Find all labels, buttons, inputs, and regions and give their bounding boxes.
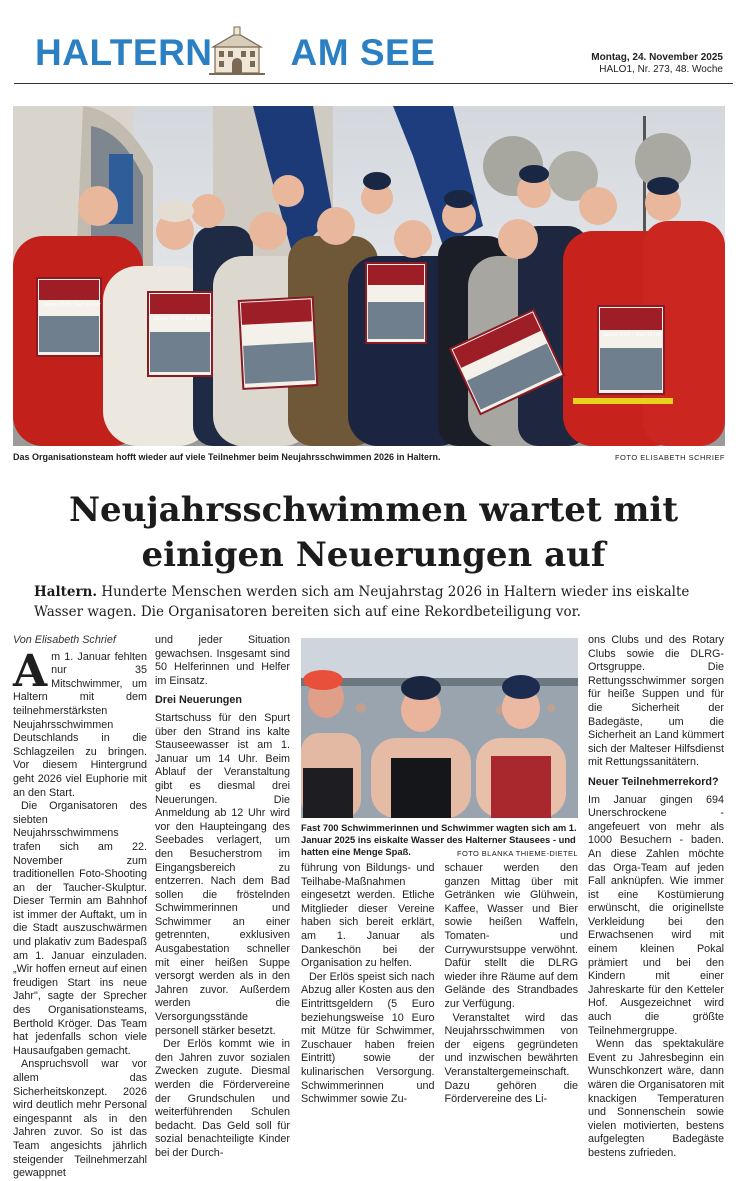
masthead-divider	[14, 83, 733, 84]
column-3b	[445, 862, 579, 1107]
headline-line-2: einigen Neuerungen auf	[141, 535, 606, 575]
swimmers-photo	[301, 638, 578, 818]
paragraph: Veranstaltet wird das Neujahrsschwimmen von der eigens gegründeten und inzwischen bewährten Veranstaltergemeinschaft. Dazu gehören die Fördervereine des Li-	[444, 1011, 578, 1106]
paragraph: Anspruchsvoll war vor allem das Sicherheitskonzept. 2026 wird deutlich mehr Personal eingespannt als in den Jahren zuvor. So ist das Team angesichts jährlich steigender Teilnehmerzahl gewappnet	[13, 1058, 147, 1180]
issue-edition: HALO1, Nr. 273, 48. Woche	[599, 64, 723, 75]
top-photo-caption: Das Organisationsteam hofft wieder auf viele Teilnehmer beim Neujahrsschwimmen 2026 in Haltern.	[13, 452, 441, 462]
paragraph: Im Januar gingen 694 Unerschrockene - angefeuert von mehr als 1000 Besuchern - baden. An diese Zahlen möchte das Orga-Team auf jeden Fall anknüpfen. Wie immer ist eine Kostümierung erwünscht, die originellste Verkleidung bei den Erwachsenen wird mit einem kleinen Pokal prämiert und bei den Kindern mit einer Jahreskarte für den Ketteler Hof. Ausgezeichnet wird auch die größte Teilnehmergruppe.	[588, 793, 724, 1037]
paragraph	[13, 645, 147, 801]
paragraph: und jeder Situation gewachsen. Insgesamt sind 50 Helferinnen und Helfer im Einsatz.	[155, 634, 290, 687]
title-part-am-see: AM SEE	[290, 32, 436, 73]
article-column-1	[13, 634, 147, 1181]
swimmers-photo-caption	[301, 822, 578, 860]
paragraph: Die Organisatoren des siebten Neujahrsschwimmens trafen sich am 22. November zum traditionellen Foto-Shooting an der Taucher-Skulptur. Dieser Termin am Bahnhof ist immer der Auftakt, um in die Stadt auszuschwärmen und plakativ zum Badespaß am 1. Januar einzuladen. „Wir hoffen erneut auf einen freudigen Start ins neue Jahr", sagte der Sprecher des Organisationsteams, Berthold Kröger. Das Team hat jedenfalls schon viele Hausaufgaben gemacht.	[13, 800, 147, 1057]
column-3a	[301, 862, 435, 1107]
article-headline	[0, 488, 747, 578]
paragraph-text: m 1. Januar fehlten nur 35 Mitschwimmer, um Haltern mit dem teilnehmerstärksten Neujahrsschwimmen Deutschlands in die Schlagzeilen zu bringen. Vor diesem Hintergrund geht 2026 viel Euphorie mit an den Start.	[13, 650, 147, 799]
top-photo-credit: FOTO ELISABETH SCHRIEF	[614, 453, 725, 462]
byline: Von Elisabeth Schrief	[13, 634, 116, 646]
article-column-4	[588, 634, 724, 1161]
lead-place: Haltern.	[34, 584, 98, 600]
paragraph: Der Erlös kommt wie in den Jahren zuvor sozialen Zwecken zugute. Diesmal werden die Fördervereine der Grundschulen und weiterführenden Schulen bedacht. Das Geld soll für sozial benachteiligte Kinder bei der Durch-	[155, 1038, 290, 1159]
group-photo	[13, 106, 725, 446]
paragraph: Der Erlös speist sich nach Abzug aller Kosten aus den Eintrittsgeldern (5 Euro beziehungsweise 10 Euro mit Mütze für Schwimmer, Zuschauer haben freien Eintritt) sowie der kulinarischen Versorgung. Schwimmerinnen und Schwimmer sowie Zu-	[301, 970, 435, 1106]
paragraph: ons Clubs und des Rotary Clubs sowie die DLRG-Ortsgruppe. Die Rettungsschwimmer sorgen für heiße Suppen und für die Sicherheit der Badegäste, um die Sicherheit an Land kümmert sich der Malteser Hilfsdienst mit Rettungssanitätern.	[588, 634, 724, 769]
article-lead	[34, 582, 724, 622]
article-column-3	[301, 862, 578, 1107]
issue-info	[591, 52, 723, 76]
paragraph: schauer werden den ganzen Mittag über mit Getränken wie Glühwein, Kaffee, Wasser und Bier sowie heißen Waffeln, Tomaten- und Currywurstsuppe verwöhnt. Dafür stellt die DLRG wieder ihre Räume auf dem Gelände des Strandbades zur Verfügung.	[444, 862, 578, 1010]
town-hall-logo-icon	[207, 26, 267, 76]
article-column-2	[155, 634, 290, 1161]
poster-text-3: Januar 2026 | Start 14 Uhr	[603, 332, 662, 338]
headline-line-1: Neujahrsschwimmen wartet mit	[68, 490, 679, 530]
issue-date: Montag, 24. November 2025	[591, 52, 723, 63]
subheading-teilnehmerrekord: Neuer Teilnehmerrekord?	[588, 775, 719, 788]
swimmers-caption-text: Fast 700 Schwimmerinnen und Schwimmer wagten sich am 1. Januar 2025 ins eiskalte Wasser des Halterner Stausees - und hatten eine Menge Spaß.	[301, 822, 577, 857]
paragraph: Wenn das spektakuläre Event zu Jahresbeginn ein Wunschkonzert wäre, dann wären die Organisatoren mit knackigen Temperaturen und Sonnenschein sowie vielen motivierten, bestens aufgelegten Badegäste bestens zufrieden.	[588, 1038, 724, 1159]
group-photo-illustration	[13, 106, 725, 446]
top-photo-caption-row	[13, 452, 725, 462]
masthead	[0, 0, 747, 84]
paragraph: führung von Bildungs- und Teilhabe-Maßnahmen eingesetzt werden. Etliche Mitglieder dieser Vereine haben sich bereit erklärt, am 1. Januar als Dankeschön bei der Organisation zu helfen.	[301, 862, 435, 970]
title-part-haltern: HALTERN	[35, 32, 213, 73]
lead-text: Hunderte Menschen werden sich am Neujahrstag 2026 in Haltern wieder ins eiskalte Wasser wagen. Die Organisatoren bereiten sich auf eine Rekordbeteiligung vor.	[34, 584, 690, 620]
swimmers-photo-credit: FOTO BLANKA THIEME-DIETEL	[457, 849, 578, 858]
dropcap: A	[13, 645, 48, 697]
poster-text-1: Januar 2026 | Start 14 Uhr	[42, 302, 101, 308]
poster-text-2: Januar 2026 | Start 14 Uhr	[153, 316, 212, 322]
swimmers-photo-illustration	[301, 638, 578, 818]
subheading-drei-neuerungen: Drei Neuerungen	[155, 694, 242, 707]
paragraph: Startschuss für den Spurt über den Strand ins kalte Stauseewasser ist am 1. Januar um 14 Uhr. Beim Ablauf der Veranstaltung gibt es diesmal drei Neuerungen. Die Anmeldung ab 12 Uhr wird vor den Haupteingang des Seebades verlagert, um den Besucherstrom im Eingangsbereich zu entzerren. Nach dem Bad sollen die fröstelnden Schwimmerinnen und Schwimmer an einer getrennten, exklusiven Ausgabestation schneller mit einer heißen Suppe versorgt werden als in den Jahren zuvor. Außerdem werden die Versorgungsstände personell stärker besetzt.	[155, 711, 290, 1037]
